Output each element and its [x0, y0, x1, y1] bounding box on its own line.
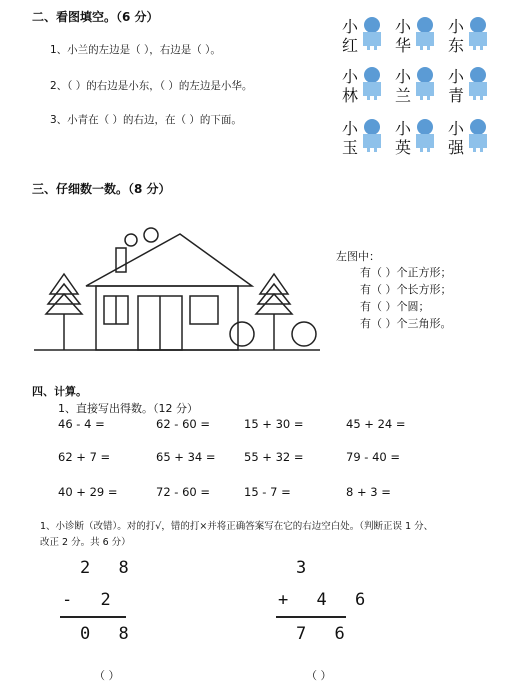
child-cell — [393, 14, 439, 55]
calc-item: 15 - 7 = — [244, 485, 291, 499]
section4-subtitle: 1、直接写出得数。（12 分） — [58, 402, 198, 415]
vcalc2-top: 3 — [296, 558, 316, 578]
calc-item: 62 + 7 = — [58, 450, 111, 464]
child-name-char-1: 小 — [395, 119, 412, 138]
child-cell — [340, 116, 386, 157]
calc-item: 65 + 34 = — [156, 450, 216, 464]
house-drawing — [30, 222, 330, 356]
vcalc2-line — [276, 616, 346, 618]
child-name-char-2: 青 — [448, 86, 465, 105]
child-cell — [446, 64, 492, 105]
section3-title: 三、仔细数一数。（8 分） — [32, 182, 171, 196]
child-name-char-1: 小 — [448, 119, 465, 138]
vcalc2-result: 7 6 — [296, 624, 354, 644]
child-name-char-2: 红 — [342, 36, 359, 55]
calc-item: 62 - 60 = — [156, 417, 211, 431]
section2-title: 二、看图填空。（6 分） — [32, 10, 159, 24]
calc-item: 46 - 4 = — [58, 417, 105, 431]
diagnosis-instruction-2: 改正 2 分。共 6 分） — [40, 537, 131, 548]
child-name-char-1: 小 — [395, 67, 412, 86]
calc-item: 55 + 32 = — [244, 450, 304, 464]
calc-item: 72 - 60 = — [156, 485, 211, 499]
calc-item: 8 + 3 = — [346, 485, 391, 499]
child-figure-icon — [360, 118, 384, 154]
child-figure-icon — [413, 66, 437, 102]
child-figure-icon — [466, 16, 490, 52]
diagnosis-instruction-1: 1、小诊断（改错）。对的打√，错的打×并将正确答案写在它的右边空白处。（判断正误 1 分、 — [40, 521, 434, 532]
vcalc1-result: 0 8 — [80, 624, 138, 644]
vcalc2-judge-paren: （ ） — [306, 669, 332, 682]
count-circles: 有（ ）个圆； — [360, 300, 430, 313]
child-name-char-1: 小 — [342, 17, 359, 36]
child-cell — [446, 116, 492, 157]
calc-item: 15 + 30 = — [244, 417, 304, 431]
ball-left — [230, 322, 254, 346]
calc-item: 79 - 40 = — [346, 450, 401, 464]
child-name-char-2: 英 — [395, 138, 412, 157]
count-lead: 左图中： — [336, 250, 380, 263]
child-figure-icon — [360, 66, 384, 102]
ball-right — [292, 322, 316, 346]
section4-title: 四、计算。 — [32, 385, 87, 398]
child-cell — [393, 64, 439, 105]
smoke-large — [144, 228, 158, 242]
child-name-char-1: 小 — [395, 17, 412, 36]
child-name-char-2: 兰 — [395, 86, 412, 105]
child-cell — [340, 14, 386, 55]
child-figure-icon — [413, 16, 437, 52]
vcalc1-judge-paren: （ ） — [94, 669, 120, 682]
calc-item: 45 + 24 = — [346, 417, 406, 431]
count-triangles: 有（ ）个三角形。 — [360, 317, 452, 330]
child-figure-icon — [466, 66, 490, 102]
child-cell — [393, 116, 439, 157]
child-name-char-2: 华 — [395, 36, 412, 55]
vcalc1-op: - 2 — [62, 590, 120, 610]
child-name-char-1: 小 — [342, 67, 359, 86]
child-name-char-2: 玉 — [342, 138, 359, 157]
count-squares: 有（ ）个正方形； — [360, 266, 452, 279]
child-name-char-2: 东 — [448, 36, 465, 55]
child-name-char-1: 小 — [448, 67, 465, 86]
count-rectangles: 有（ ）个长方形； — [360, 283, 452, 296]
vcalc2-op: + 4 6 — [278, 590, 375, 610]
question-2: 2、（ ）的右边是小东，（ ）的左边是小华。 — [50, 80, 253, 92]
child-name-char-1: 小 — [448, 17, 465, 36]
child-figure-icon — [413, 118, 437, 154]
question-3: 3、小青在（ ）的右边，在（ ）的下面。 — [50, 114, 242, 126]
children-picture-grid — [340, 14, 500, 162]
child-cell — [446, 14, 492, 55]
vcalc1-line — [60, 616, 126, 618]
right-window — [190, 296, 218, 324]
child-name-char-2: 林 — [342, 86, 359, 105]
child-name-char-1: 小 — [342, 119, 359, 138]
house-roof — [86, 234, 252, 286]
question-1: 1、小兰的左边是（ ），右边是（ ）。 — [50, 44, 221, 56]
smoke-small — [125, 234, 137, 246]
child-figure-icon — [360, 16, 384, 52]
child-cell — [340, 64, 386, 105]
vcalc1-top: 2 8 — [80, 558, 138, 578]
child-figure-icon — [466, 118, 490, 154]
child-name-char-2: 强 — [448, 138, 465, 157]
calc-item: 40 + 29 = — [58, 485, 118, 499]
